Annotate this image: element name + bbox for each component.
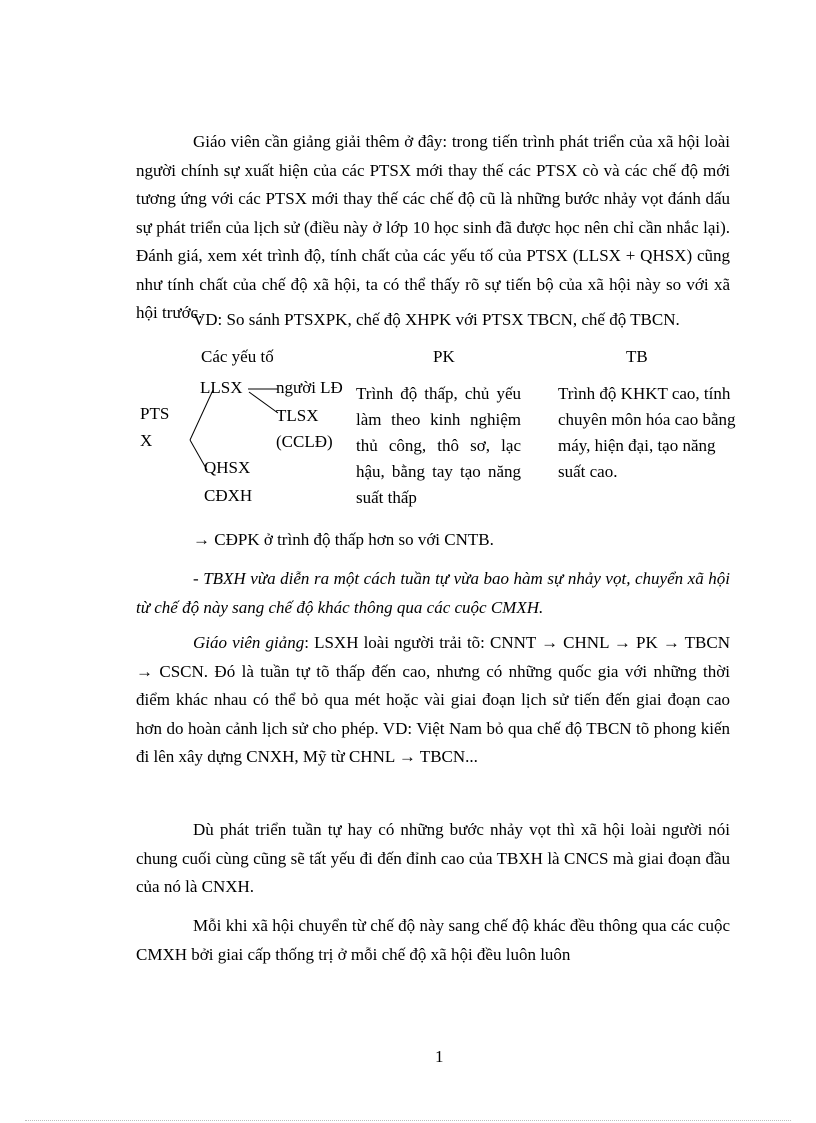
development-paragraph: Dù phát triển tuần tự hay có những bước nhảy vọt thì xã hội loài người nói chung cuối cùng cũng sẽ tất yếu đi đến đỉnh cao của TBXH là CNCS mà giai đoạn đầu của nó là CNXH.: [136, 820, 730, 896]
tb-description: Trình độ KHKT cao, tính chuyên môn hóa cao bằng máy, hiện đại, tạo năng suất cao.: [558, 384, 736, 481]
qhsx-label: QHSX: [204, 458, 251, 477]
last-paragraph: Mỗi khi xã hội chuyển từ chế độ này sang chế độ khác đều thông qua các cuộc CMXH bởi giai cấp thống trị ở mỗi chế độ xã hội đều luôn luôn: [136, 916, 730, 964]
ccld-label: (CCLĐ): [276, 432, 333, 451]
teacher-explanation: [136, 629, 730, 772]
comparison-example: VD: So sánh PTSXPK, chế độ XHPK với PTSX TBCN, chế độ TBCN.: [193, 310, 680, 329]
ptsx-label-line1: PTS: [140, 404, 170, 423]
llsx-to-tlsx-line: [249, 392, 278, 413]
bracket-upper-line: [190, 390, 213, 440]
intro-paragraph: Giáo viên cần giảng giải thêm ở đây: trong tiến trình phát triển của xã hội loài người chính sự xuất hiện của các PTSX mới thay thế các PTSX cò và các chế độ mới tương ứng với các PTSX mới thay thế các chế độ cũ là những bước nhảy vọt đánh dấu sự phát triển của lịch sử (điều này ở lớp 10 học sinh đã được học nên chỉ cần nhắc lại). Đánh giá, xem xét trình độ, tính chất của các yếu tố của PTSX (LLSX + QHSX) cũng như tính chất của chế độ xã hội, ta có thể thấy rõ sự tiến bộ của xã hội này so với xã hội trước.: [136, 132, 730, 322]
header-elements: Các yếu tố: [201, 347, 274, 366]
cdxh-label: CĐXH: [204, 486, 253, 505]
header-tb: TB: [626, 347, 648, 366]
teacher-text: : LSXH loài người trải tõ: CNNT → CHNL → PK → TBCN → CSCN. Đó là tuần tự tõ thấp đến cao, nhưng có những quốc gia với những thời điểm khác nhau có thể bỏ qua mét hoặc vài giai đoạn lịch sử tiến đến giai đoạn cao hơn do hoàn cảnh lịch sử cho phép. VD: Việt Nam bỏ qua chế độ TBCN tõ phong kiến đi lên xây dựng CNXH, Mỹ từ CHNL → TBCN...: [136, 633, 730, 766]
pk-description: Trình độ thấp, chủ yếu làm theo kinh nghiệm thủ công, thô sơ, lạc hậu, bằng tay tạo năng suất thấp: [356, 384, 521, 507]
conclusion-line: → CĐPK ở trình độ thấp hơn so với CNTB.: [193, 530, 494, 549]
header-pk: PK: [433, 347, 455, 366]
ptsx-label-line2: X: [140, 431, 153, 450]
footer-divider: [25, 1120, 791, 1121]
bracket-lower-line: [190, 440, 207, 470]
teacher-label: Giáo viên giảng: [193, 633, 305, 652]
italic-point: - TBXH vừa diễn ra một cách tuần tự vừa bao hàm sự nhảy vọt, chuyển xã hội từ chế độ này sang chế độ khác thông qua các cuộc CMXH.: [136, 569, 730, 617]
page-number: 1: [435, 1047, 444, 1066]
llsx-label: LLSX: [200, 378, 243, 397]
nguoi-ld-label: người LĐ: [276, 378, 343, 397]
tlsx-label: TLSX: [276, 406, 319, 425]
